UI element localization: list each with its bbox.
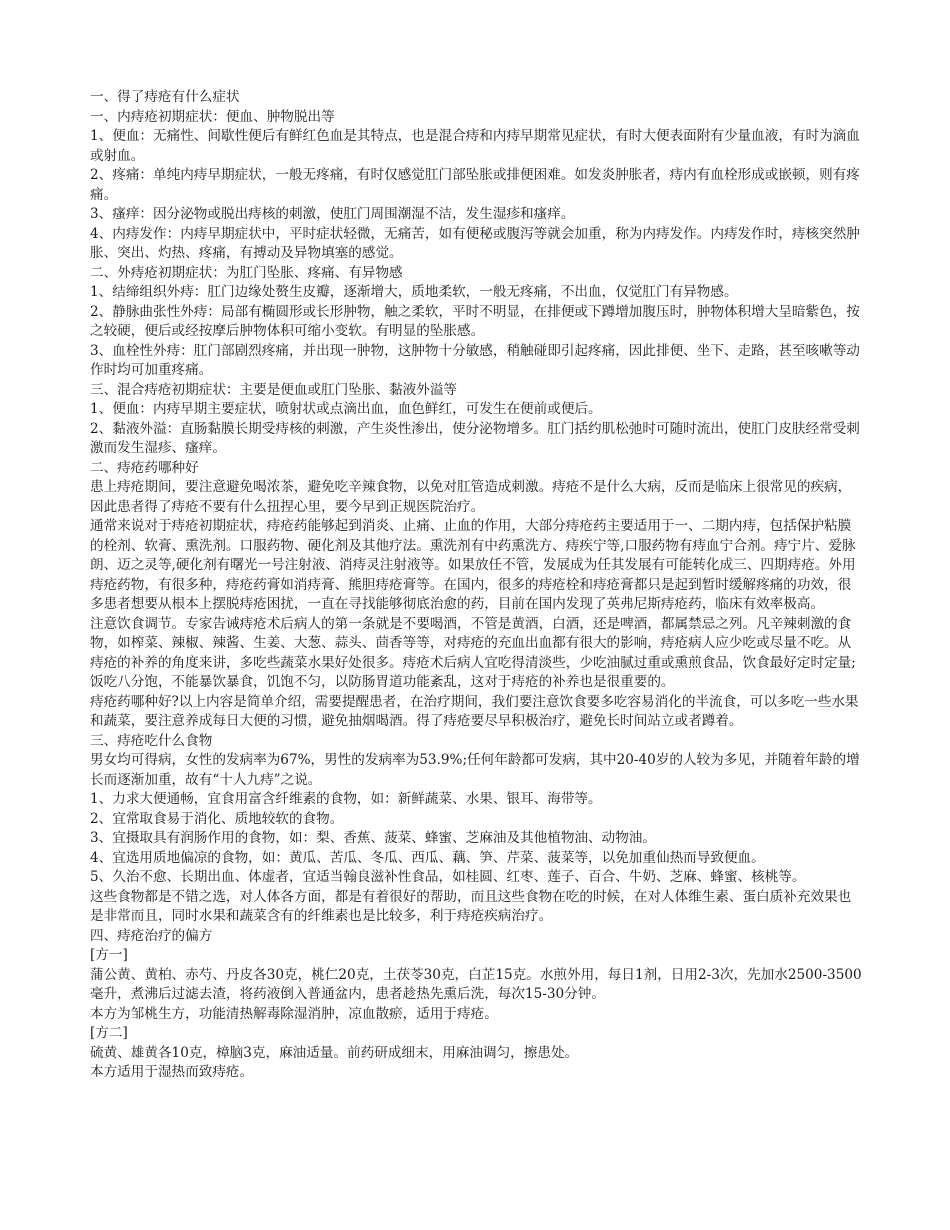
subheading-mixed-hemorrhoids: 三、混合痔疮初期症状：主要是便血或肛门坠胀、黏液外溢等 [90, 381, 458, 398]
paragraph: 2、疼痛：单纯内痔早期症状，一般无疼痛，有时仅感觉肛门部坠胀或排便困难。如发炎肿胀者，痔内有血栓形成或嵌顿，则有疼痛。 [90, 167, 860, 203]
subheading-external-hemorrhoids: 二、外痔疮初期症状：为肛门坠胀、疼痛、有异物感 [90, 264, 403, 281]
remedy-label: [方一] [90, 947, 128, 963]
paragraph: 通常来说对于痔疮初期症状，痔疮药能够起到消炎、止痛、止血的作用，大部分痔疮药主要适用于一、二期内痔，包括保护粘膜的栓剂、软膏、熏洗剂。口服药物、硬化剂及其他疗法。熏洗剂有中药熏洗方、痔疾宁等,口服药物有痔血宁合剂。痔宁片、爱脉朗、迈之灵等,硬化剂有曙光一号注射液、消痔灵注射液等。如果放任不管，发展成为任其发展有可能转化成三、四期痔疮。外用痔疮药物，有很多种，痔疮药膏如消痔膏、熊胆痔疮膏等。在国内，很多的痔疮栓和痔疮膏都只是起到暂时缓解疼痛的功效，很多患者想要从根本上摆脱痔疮困扰，一直在寻找能够彻底治愈的药，目前在国内发现了英弗尼斯痔疮药，临床有效率极高。 [90, 518, 856, 612]
paragraph: 2、黏液外溢：直肠黏膜长期受痔核的刺激，产生炎性渗出，使分泌物增多。肛门括约肌松弛时可随时流出，使肛门皮肤经常受刺激而发生湿疹、瘙痒。 [90, 420, 860, 456]
paragraph: 本方适用于湿热而致痔疮。 [90, 1064, 254, 1080]
remedy-label: [方二] [90, 1025, 128, 1041]
paragraph: 蒲公黄、黄柏、赤芍、丹皮各30克，桃仁20克，土茯苓30克，白芷15克。水煎外用，每日1剂，日用2-3次，先加水2500-3500毫升，煮沸后过滤去渣，将药液倒入普通盆内，患者趁热先熏后洗，每次15-30分钟。 [90, 966, 862, 1002]
paragraph: 5、久治不愈、长期出血、体虚者，宜适当翰良滋补性食品，如桂圆、红枣、莲子、百合、牛奶、芝麻、蜂蜜、核桃等。 [90, 869, 806, 885]
paragraph: 3、血栓性外痔：肛门部剧烈疼痛，并出现一肿物，这肿物十分敏感，稍触碰即引起疼痛，因此排便、坐下、走路，甚至咳嗽等动作时均可加重疼痛。 [90, 342, 860, 378]
heading-folk-remedies: 四、痔疮治疗的偏方 [90, 927, 213, 944]
subheading-internal-hemorrhoids: 一、内痔疮初期症状：便血、肿物脱出等 [90, 108, 335, 125]
paragraph: 硫黄、雄黄各10克，樟脑3克，麻油适量。前药研成细末，用麻油调匀，擦患处。 [90, 1044, 579, 1061]
paragraph: 男女均可得病，女性的发病率为67%，男性的发病率为53.9%;任何年龄都可发病，其中20-40岁的人较为多见，并随着年龄的增长而逐渐加重，故有“十人九痔”之说。 [90, 752, 860, 788]
paragraph: 4、宜选用质地偏凉的食物，如：黄瓜、苦瓜、冬瓜、西瓜、藕、笋、芹菜、菠菜等，以免加重仙热而导致便血。 [90, 849, 765, 866]
paragraph: 2、静脉曲张性外痔：局部有椭圆形或长形肿物，触之柔软，平时不明显，在排便或下蹲增加腹压时，肿物体积增大呈暗紫色，按之较硬，便后或经按摩后肿物体积可缩小变软。有明显的坠胀感。 [90, 303, 860, 339]
heading-medicine: 二、痔疮药哪种好 [90, 459, 199, 476]
paragraph: 这些食物都是不错之选，对人体各方面，都是有着很好的帮助，而且这些食物在吃的时候，在对人体维生素、蛋白质补充效果也是非常而且，同时水果和蔬菜含有的纤维素也是比较多，利于痔疮疾病治疗。 [90, 888, 852, 924]
paragraph: 注意饮食调节。专家告诫痔疮术后病人的第一条就是不要喝酒，不管是黄酒，白酒，还是啤酒，都属禁忌之列。凡辛辣刺激的食物，如榨菜、辣椒、辣酱、生姜、大葱、蒜头、茴香等等，对痔疮的充血出血都有很大的影响，痔疮病人应少吃或尽量不吃。从痔疮的补养的角度来讲，多吃些蔬菜水果好处很多。痔疮术后病人宜吃得清淡些，少吃油腻过重或熏煎食品，饮食最好定时定量;饭吃八分饱，不能暴饮暴食，饥饱不匀，以防肠胃道功能紊乱，这对于痔疮的补养也是很重要的。 [90, 615, 856, 690]
heading-food: 三、痔疮吃什么食物 [90, 732, 213, 749]
heading-symptoms: 一、得了痔疮有什么症状 [90, 89, 240, 105]
paragraph: 2、宜常取食易于消化、质地较软的食物。 [90, 810, 344, 827]
paragraph: 痔疮药哪种好?以上内容是简单介绍，需要提醒患者，在治疗期间，我们要注意饮食要多吃容易消化的半流食，可以多吃一些水果和蔬菜，要注意养成每日大便的习惯，避免抽烟喝酒。得了痔疮要尽早积极治疗，避免长时间站立或者蹲着。 [90, 693, 859, 729]
paragraph: 1、力求大便通畅，宜食用富含纤维素的食物，如：新鲜蔬菜、水果、银耳、海带等。 [90, 791, 602, 807]
paragraph: 1、结缔组织外痔：肛门边缘处赘生皮瓣，逐渐增大，质地柔软，一般无疼痛，不出血，仅觉肛门有异物感。 [90, 284, 738, 300]
paragraph: 患上痔疮期间，要注意避免喝浓茶，避免吃辛辣食物，以免对肛管造成刺激。痔疮不是什么大病，反而是临床上很常见的疾病，因此患者得了痔疮不要有什么扭捏心里，要今早到正规医院治疗。 [90, 479, 852, 515]
paragraph: 本方为邹桃生方，功能清热解毒除湿消肿，凉血散瘀，适用于痔疮。 [90, 1005, 498, 1022]
paragraph: 1、便血：无痛性、间歇性便后有鲜红色血是其特点，也是混合痔和内痔早期常见症状，有时大便表面附有少量血液，有时为滴血或射血。 [90, 128, 860, 164]
paragraph: 1、便血：内痔早期主要症状，喷射状或点滴出血，血色鲜红，可发生在便前或便后。 [90, 401, 602, 417]
paragraph: 3、瘙痒：因分泌物或脱出痔核的刺激，使肛门周围潮湿不洁，发生湿疹和瘙痒。 [90, 206, 575, 222]
paragraph: 4、内痔发作：内痔早期症状中，平时症状轻微，无痛苦，如有便秘或腹泻等就会加重，称为内痔发作。内痔发作时，痔核突然肿胀、突出、灼热、疼痛，有搏动及异物填塞的感觉。 [90, 225, 860, 261]
paragraph: 3、宜摄取具有润肠作用的食物，如：梨、香蕉、菠菜、蜂蜜、芝麻油及其他植物油、动物油。 [90, 830, 656, 846]
